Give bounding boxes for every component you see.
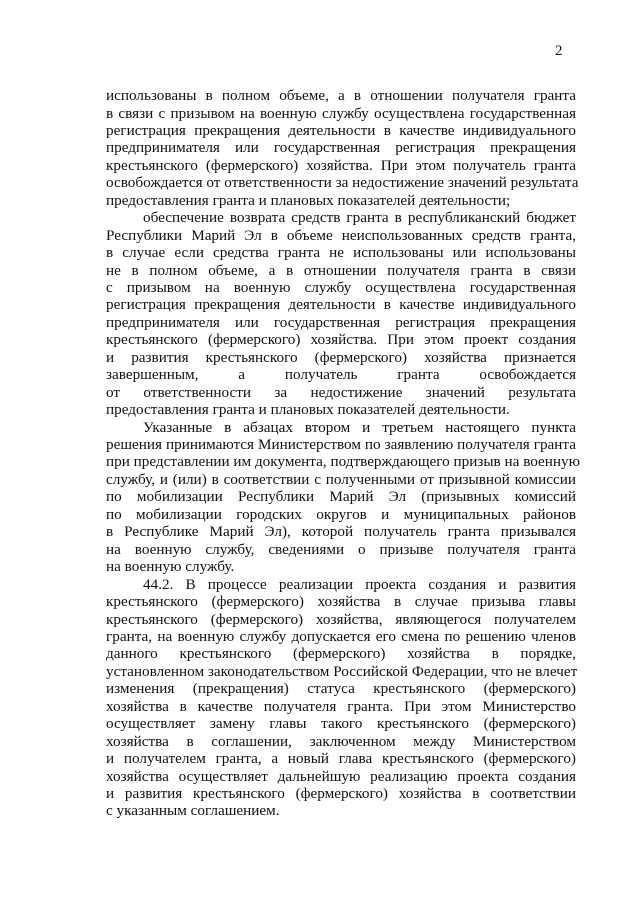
page-number: 2 [555, 43, 563, 59]
text-line: изменения (прекращения) статуса крестьянского (фермерского) [106, 680, 576, 698]
text-line: в случае если средства гранта не использованы или использованы [106, 244, 576, 261]
text-line: и развития крестьянского (фермерского) хозяйства признается [106, 348, 576, 366]
text-line: на военную службу. [106, 558, 235, 576]
text-line: решения принимаются Министерством по заявлению получателя гранта [106, 436, 576, 453]
text-line: в Республике Марий Эл), которой получатель гранта призывался [106, 523, 576, 541]
text-line: от ответственности за недостижение значений результата [106, 383, 576, 401]
text-line: с призывом на военную службу осуществлена государственная [106, 278, 576, 296]
text-line: осуществляет замену главы такого крестьянского (фермерского) [106, 715, 576, 733]
text-line: не в полном объеме, а в отношении получателя гранта в связи [106, 261, 576, 279]
text-line: обеспечение возврата средств гранта в республиканский бюджет [143, 209, 576, 227]
text-line: предоставления гранта и плановых показателей деятельности. [106, 401, 510, 419]
text-line: службу, и (или) в соответствии с полученными от призывной комиссии [106, 470, 576, 488]
text-line: данного крестьянского (фермерского) хозяйства в порядке, [106, 645, 576, 663]
text-line: и получателем гранта, а новый глава крестьянского (фермерского) [106, 750, 576, 768]
text-line: предпринимателя или государственная регистрация прекращения [106, 139, 576, 157]
text-line: Республики Марий Эл в объеме неиспользованных средств гранта, [106, 226, 576, 244]
text-line: при представлении им документа, подтверждающего призыв на военную [106, 453, 580, 471]
text-line: хозяйства осуществляет дальнейшую реализацию проекта создания [106, 767, 576, 785]
text-line: освобождается от ответственности за недостижение значений результата [106, 174, 579, 192]
text-line: и развития крестьянского (фермерского) хозяйства в соответствии [106, 785, 576, 802]
text-line: предоставления гранта и плановых показателей деятельности; [106, 191, 511, 209]
text-line: крестьянского (фермерского) хозяйства. При этом получатель гранта [106, 156, 576, 174]
text-line: использованы в полном объеме, а в отношении получателя гранта [106, 87, 576, 104]
text-line: установленном законодательством Российской Федерации, что не влечет [106, 662, 578, 680]
text-line: в связи с призывом на военную службу осуществлена государственная [106, 104, 576, 122]
text-line: крестьянского (фермерского) хозяйства. При этом проект создания [106, 331, 576, 349]
text-line: регистрация прекращения деятельности в качестве индивидуального [106, 296, 576, 314]
text-line: 44.2. В процессе реализации проекта создания и развития [143, 575, 576, 593]
text-line: крестьянского (фермерского) хозяйства в случае призыва главы [106, 593, 576, 610]
text-line: с указанным соглашением. [106, 802, 280, 820]
text-line: Указанные в абзацах втором и третьем настоящего пункта [143, 418, 576, 436]
text-line: по мобилизации городских округов и муниципальных районов [106, 505, 576, 523]
text-line: предпринимателя или государственная регистрация прекращения [106, 313, 576, 331]
text-line: хозяйства в качестве получателя гранта. При этом Министерство [106, 697, 576, 715]
text-line: хозяйства в соглашении, заключенном между Министерством [106, 732, 576, 750]
text-line: на военную службу, сведениями о призыве получателя гранта [106, 540, 576, 558]
text-line: завершенным, а получатель гранта освобождается [106, 366, 576, 384]
text-line: гранта, на военную службу допускается его смена по решению членов [106, 627, 576, 645]
text-line: по мобилизации Республики Марий Эл (призывных комиссий [106, 488, 576, 506]
text-line: крестьянского (фермерского) хозяйства, являющегося получателем [106, 610, 576, 628]
text-line: регистрация прекращения деятельности в качестве индивидуального [106, 121, 576, 139]
